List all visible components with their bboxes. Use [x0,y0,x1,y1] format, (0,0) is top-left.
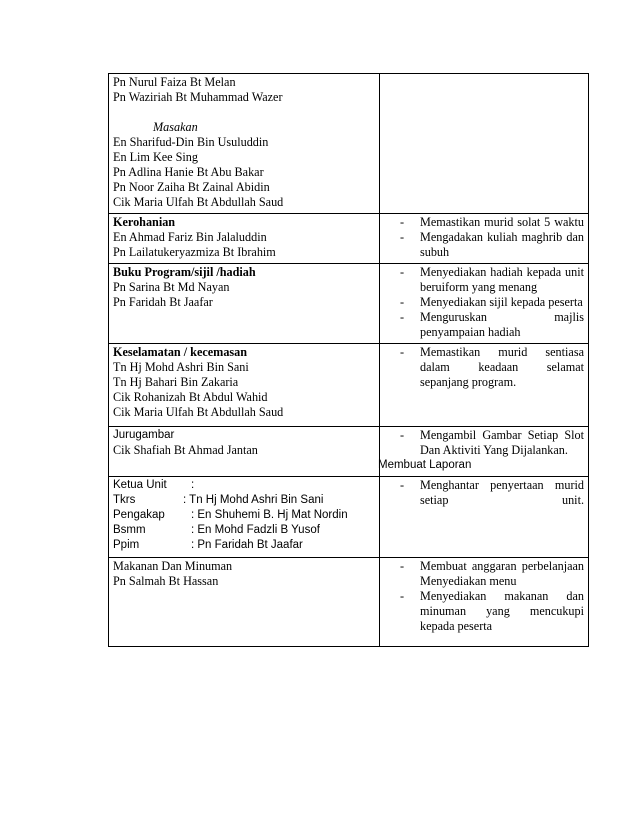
task-item [384,478,584,508]
task-list [384,428,584,458]
tasks-cell [380,264,589,344]
unit-value: : En Shuhemi B. Hj Mat Nordin [191,509,348,521]
section-heading: Jurugambar [113,429,175,441]
task-text: Memastikan murid solat 5 waktu [420,215,584,229]
bullet-dash: - [400,478,405,492]
unit-value: : [191,479,195,491]
task-text: Menyediakan makanan dan minuman yang mencukupi kepada peserta [420,589,584,633]
tasks-cell [380,344,589,427]
task-text: Menghantar penyertaan murid setiap unit. [420,478,584,507]
members-cell [109,74,380,214]
task-list [384,478,584,508]
bullet-dash: - [400,589,405,603]
member-name: Pn Waziriah Bt Muhammad Wazer [113,90,283,104]
task-text: Membuat anggaran perbelanjaan Menyediakan menu [420,559,584,588]
table-row [109,344,589,427]
task-item [384,559,584,589]
task-item [384,215,584,230]
member-name: Pn Nurul Faiza Bt Melan [113,75,236,89]
table-row [109,477,589,558]
members-cell [109,427,380,477]
table-row [109,264,589,344]
task-note: Membuat Laporan [378,459,472,471]
members-cell [109,264,380,344]
bullet-dash: - [400,559,405,573]
unit-value: : Tn Hj Mohd Ashri Bin Sani [183,494,324,506]
table-row [109,558,589,647]
bullet-dash: - [400,215,405,229]
tasks-cell [380,477,589,558]
unit-leader-row [113,493,375,508]
bullet-dash: - [400,310,405,324]
section-heading: Keselamatan / kecemasan [113,345,248,359]
task-item [384,265,584,295]
member-name: En Lim Kee Sing [113,150,198,164]
members-cell [109,558,380,647]
tasks-cell [380,427,589,477]
section-heading: Buku Program/sijil /hadiah [113,265,256,279]
task-item [384,310,584,340]
task-list [384,265,584,340]
task-item [384,230,584,260]
unit-key: Pengakap [113,509,165,521]
member-name: En Ahmad Fariz Bin Jalaluddin [113,230,267,244]
member-name: Pn Lailatukeryazmiza Bt Ibrahim [113,245,276,259]
table-row [109,427,589,477]
task-text: Menguruskan majlis penyampaian hadiah [420,310,584,339]
task-item [384,589,584,634]
members-cell [109,214,380,264]
unit-value: : Pn Faridah Bt Jaafar [191,539,303,551]
task-text: Memastikan murid sentiasa dalam keadaan selamat sepanjang program. [420,345,584,389]
task-item [384,295,584,310]
member-name: Cik Maria Ulfah Bt Abdullah Saud [113,405,284,419]
task-text: Menyediakan sijil kepada peserta [420,295,583,309]
member-name: Cik Shafiah Bt Ahmad Jantan [113,443,258,457]
member-name: Pn Noor Zaiha Bt Zainal Abidin [113,180,270,194]
bullet-dash: - [400,295,405,309]
member-name: En Sharifud-Din Bin Usuluddin [113,135,269,149]
bullet-dash: - [400,345,405,359]
task-text: Menyediakan hadiah kepada unit beruiform yang menang [420,265,584,294]
unit-value: : En Mohd Fadzli B Yusof [191,524,320,536]
task-list [384,215,584,260]
task-text: Mengadakan kuliah maghrib dan subuh [420,230,584,259]
members-cell [109,477,380,558]
member-name: Cik Rohanizah Bt Abdul Wahid [113,390,268,404]
unit-leader-row [113,508,375,523]
bullet-dash: - [400,230,405,244]
task-item [384,345,584,390]
member-name: Tn Hj Bahari Bin Zakaria [113,375,239,389]
tasks-cell [380,558,589,647]
member-name: Pn Sarina Bt Md Nayan [113,280,230,294]
member-name: Pn Adlina Hanie Bt Abu Bakar [113,165,264,179]
spacer [113,105,375,120]
unit-leader-row [113,478,375,493]
unit-leader-row [113,538,375,553]
task-list [384,559,584,634]
members-cell [109,344,380,427]
table-row [109,74,589,214]
member-name: Tn Hj Mohd Ashri Bin Sani [113,360,249,374]
table-row [109,214,589,264]
task-item [384,428,584,458]
member-name: Pn Salmah Bt Hassan [113,574,219,588]
unit-key: Bsmm [113,524,146,536]
bullet-dash: - [400,428,405,442]
tasks-cell [380,214,589,264]
task-list [384,345,584,390]
committee-table [108,73,589,647]
section-heading: Kerohanian [113,215,176,229]
unit-key: Ketua Unit [113,479,167,491]
task-text: Mengambil Gambar Setiap Slot Dan Aktiviti Yang Dijalankan. [420,428,584,457]
unit-key: Tkrs [113,494,136,506]
bullet-dash: - [400,265,405,279]
section-heading: Makanan Dan Minuman [113,559,233,573]
unit-key: Ppim [113,539,140,551]
member-name: Cik Maria Ulfah Bt Abdullah Saud [113,195,284,209]
tasks-cell [380,74,589,214]
member-name: Pn Faridah Bt Jaafar [113,295,213,309]
unit-leader-row [113,523,375,538]
sub-heading: Masakan [153,120,198,134]
